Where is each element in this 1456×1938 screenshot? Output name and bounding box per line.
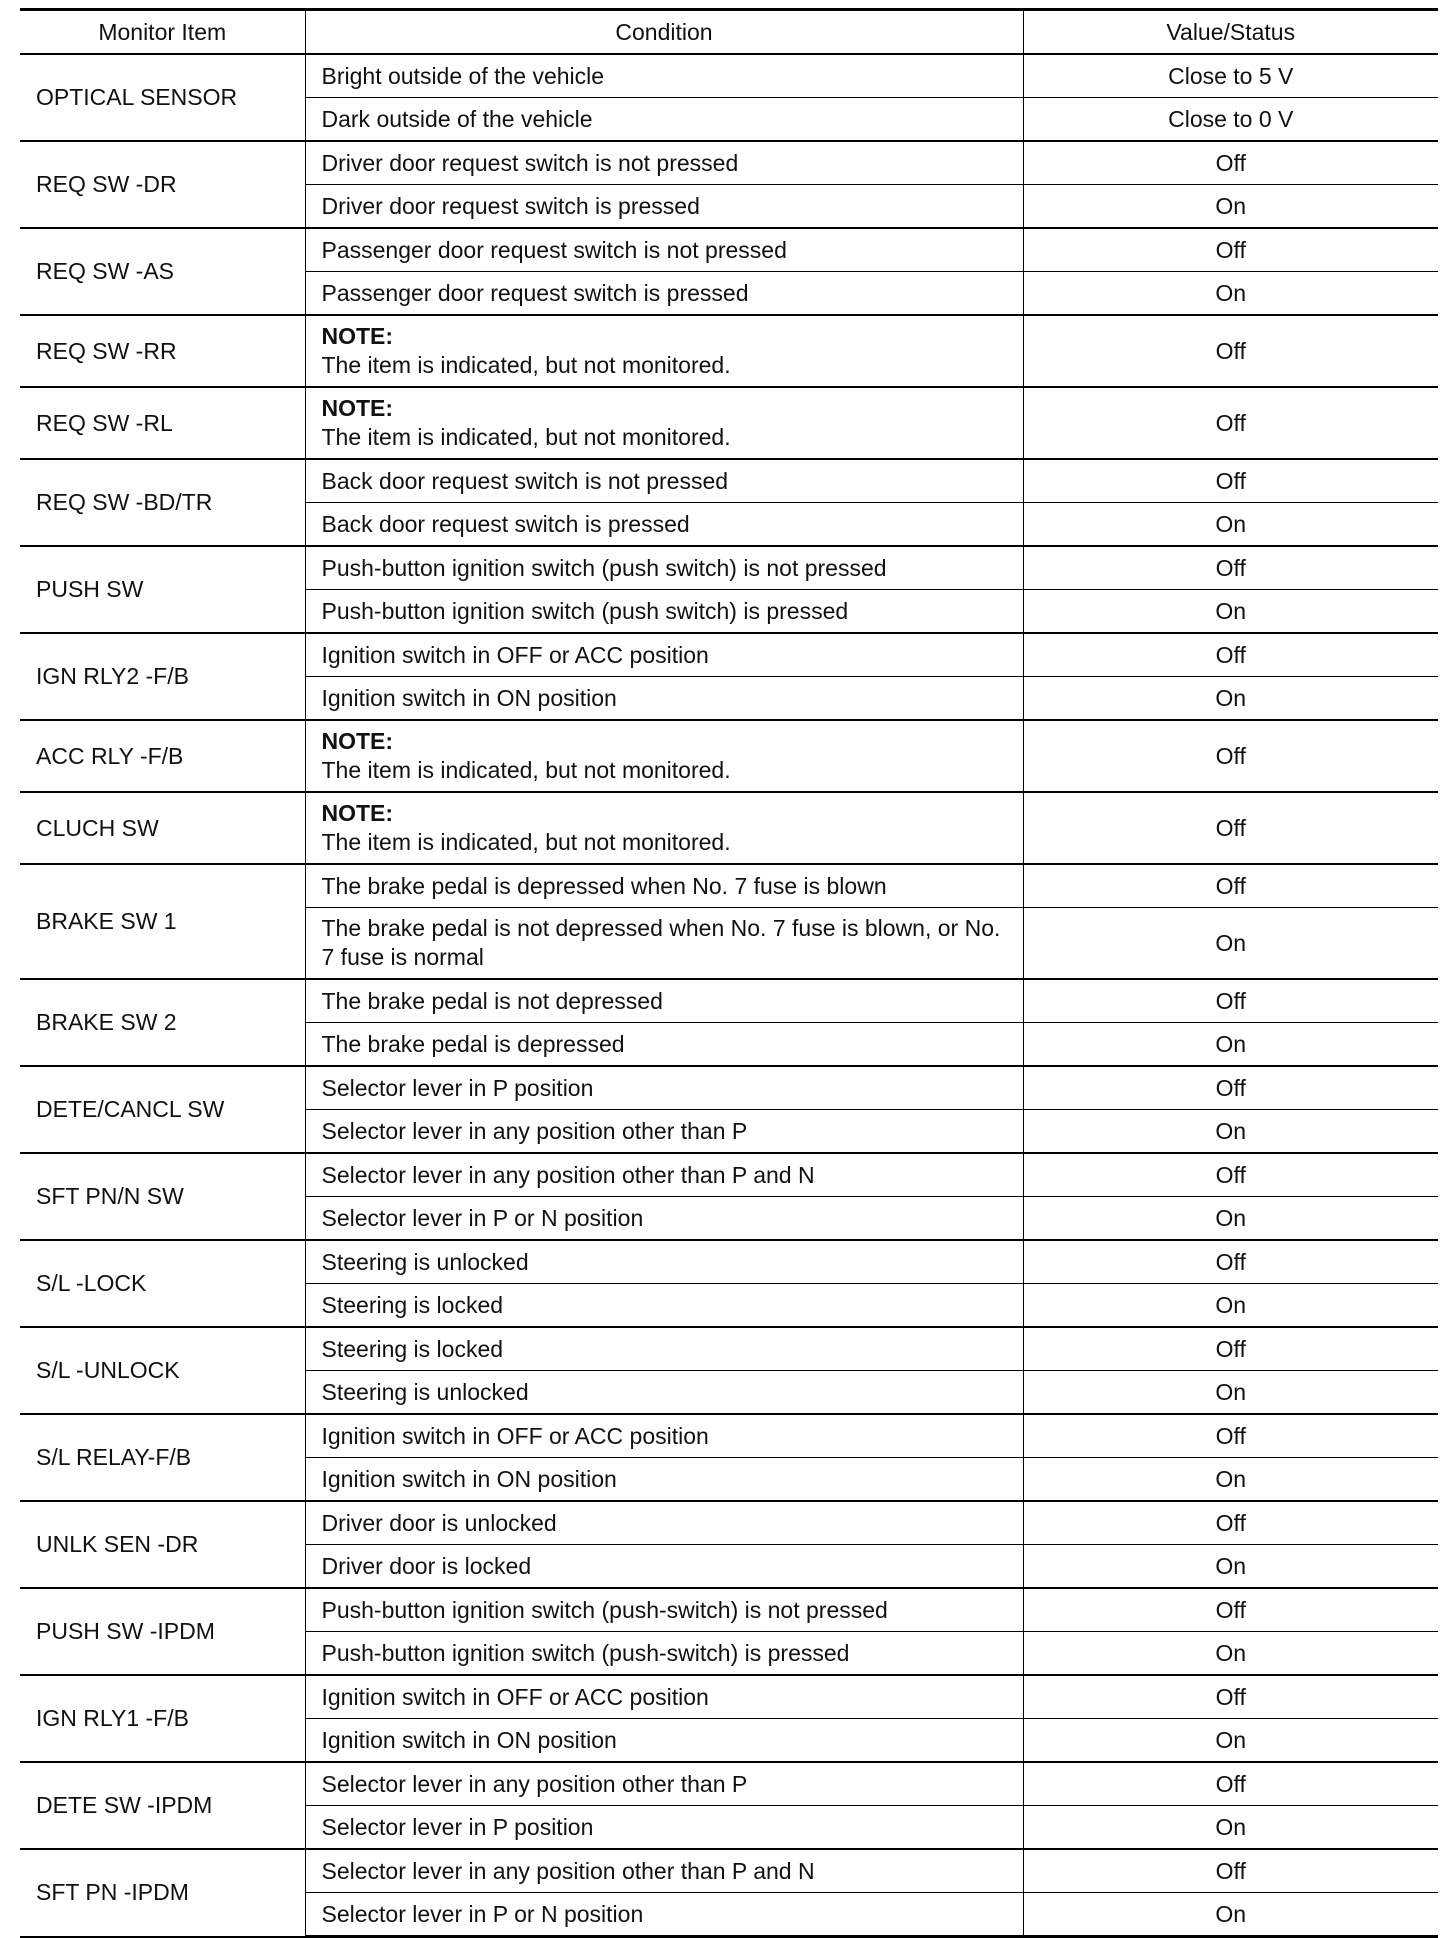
condition-cell: Passenger door request switch is pressed <box>305 272 1023 316</box>
value-status-cell: On <box>1023 503 1438 547</box>
condition-cell: Selector lever in P or N position <box>305 1197 1023 1241</box>
condition-cell: Dark outside of the vehicle <box>305 98 1023 142</box>
value-status-cell: On <box>1023 1893 1438 1937</box>
value-status-cell: On <box>1023 1458 1438 1502</box>
condition-cell: Selector lever in P or N position <box>305 1893 1023 1937</box>
value-status-cell: On <box>1023 272 1438 316</box>
monitor-item-cell: PUSH SW -IPDM <box>20 1588 305 1675</box>
value-status-cell: Off <box>1023 228 1438 272</box>
condition-cell <box>305 387 1023 459</box>
table-row <box>20 633 1438 677</box>
table-row <box>20 54 1438 98</box>
condition-cell: Steering is locked <box>305 1327 1023 1371</box>
monitor-item-cell: S/L -LOCK <box>20 1240 305 1327</box>
table-row <box>20 1414 1438 1458</box>
header-monitor-item: Monitor Item <box>20 10 305 55</box>
header-condition: Condition <box>305 10 1023 55</box>
value-status-cell: Off <box>1023 1327 1438 1371</box>
monitor-item-cell: DETE/CANCL SW <box>20 1066 305 1153</box>
monitor-item-table <box>20 8 1438 1938</box>
monitor-item-cell: REQ SW -RL <box>20 387 305 459</box>
condition-cell: Steering is unlocked <box>305 1240 1023 1284</box>
condition-cell: Selector lever in P position <box>305 1066 1023 1110</box>
condition-cell: Back door request switch is pressed <box>305 503 1023 547</box>
condition-cell <box>305 792 1023 864</box>
condition-cell: Ignition switch in OFF or ACC position <box>305 1675 1023 1719</box>
table-row <box>20 1675 1438 1719</box>
condition-cell: Driver door is unlocked <box>305 1501 1023 1545</box>
note-label: NOTE: <box>321 395 394 421</box>
note-label: NOTE: <box>321 323 394 349</box>
condition-cell: Push-button ignition switch (push-switch) is not pressed <box>305 1588 1023 1632</box>
condition-cell: Selector lever in P position <box>305 1806 1023 1850</box>
monitor-item-cell: BRAKE SW 2 <box>20 979 305 1066</box>
condition-cell: Driver door request switch is not pressed <box>305 141 1023 185</box>
condition-cell <box>305 315 1023 387</box>
monitor-item-cell: PUSH SW <box>20 546 305 633</box>
condition-cell <box>305 720 1023 792</box>
note-text: The item is indicated, but not monitored. <box>321 757 731 783</box>
table-row <box>20 1588 1438 1632</box>
value-status-cell: Close to 0 V <box>1023 98 1438 142</box>
value-status-cell: On <box>1023 1371 1438 1415</box>
monitor-item-cell: REQ SW -RR <box>20 315 305 387</box>
condition-cell: Selector lever in any position other than P <box>305 1110 1023 1154</box>
condition-cell: Ignition switch in OFF or ACC position <box>305 633 1023 677</box>
header-row <box>20 10 1438 55</box>
condition-cell: The brake pedal is depressed when No. 7 fuse is blown <box>305 864 1023 908</box>
table-row <box>20 979 1438 1023</box>
value-status-cell: On <box>1023 590 1438 634</box>
table-row <box>20 864 1438 908</box>
value-status-cell: Off <box>1023 1414 1438 1458</box>
value-status-cell: Off <box>1023 1675 1438 1719</box>
condition-cell: Push-button ignition switch (push-switch) is pressed <box>305 1632 1023 1676</box>
table-row <box>20 792 1438 864</box>
table-row <box>20 459 1438 503</box>
monitor-item-cell: SFT PN -IPDM <box>20 1849 305 1937</box>
condition-cell: Ignition switch in ON position <box>305 1458 1023 1502</box>
table-row <box>20 315 1438 387</box>
note-label: NOTE: <box>321 800 394 826</box>
table-row <box>20 1849 1438 1893</box>
condition-cell: Push-button ignition switch (push switch) is not pressed <box>305 546 1023 590</box>
condition-cell: Ignition switch in ON position <box>305 677 1023 721</box>
table-row <box>20 720 1438 792</box>
table-row <box>20 1327 1438 1371</box>
value-status-cell: Off <box>1023 1849 1438 1893</box>
table-row <box>20 387 1438 459</box>
value-status-cell: Off <box>1023 1501 1438 1545</box>
note-text: The item is indicated, but not monitored. <box>321 352 731 378</box>
table-row <box>20 1066 1438 1110</box>
value-status-cell: On <box>1023 1197 1438 1241</box>
note-text: The item is indicated, but not monitored. <box>321 424 731 450</box>
monitor-item-cell: REQ SW -BD/TR <box>20 459 305 546</box>
value-status-cell: On <box>1023 1632 1438 1676</box>
monitor-item-cell: CLUCH SW <box>20 792 305 864</box>
value-status-cell: On <box>1023 1023 1438 1067</box>
value-status-cell: Off <box>1023 633 1438 677</box>
table-row <box>20 1501 1438 1545</box>
condition-cell: Driver door request switch is pressed <box>305 185 1023 229</box>
monitor-item-cell: SFT PN/N SW <box>20 1153 305 1240</box>
table-row <box>20 228 1438 272</box>
value-status-cell: Off <box>1023 315 1438 387</box>
monitor-item-cell: S/L -UNLOCK <box>20 1327 305 1414</box>
table-row <box>20 141 1438 185</box>
value-status-cell: Off <box>1023 459 1438 503</box>
table-row <box>20 1762 1438 1806</box>
monitor-item-cell: IGN RLY2 -F/B <box>20 633 305 720</box>
value-status-cell: Off <box>1023 1588 1438 1632</box>
condition-cell: Passenger door request switch is not pressed <box>305 228 1023 272</box>
condition-cell: The brake pedal is not depressed when No. 7 fuse is blown, or No. 7 fuse is normal <box>305 908 1023 980</box>
value-status-cell: Off <box>1023 792 1438 864</box>
monitor-item-cell: DETE SW -IPDM <box>20 1762 305 1849</box>
condition-cell: Back door request switch is not pressed <box>305 459 1023 503</box>
condition-cell: The brake pedal is depressed <box>305 1023 1023 1067</box>
monitor-item-cell: BRAKE SW 1 <box>20 864 305 979</box>
value-status-cell: Off <box>1023 864 1438 908</box>
condition-cell: Bright outside of the vehicle <box>305 54 1023 98</box>
condition-cell: Driver door is locked <box>305 1545 1023 1589</box>
condition-cell: Steering is locked <box>305 1284 1023 1328</box>
table-row <box>20 546 1438 590</box>
value-status-cell: Close to 5 V <box>1023 54 1438 98</box>
monitor-item-cell: REQ SW -AS <box>20 228 305 315</box>
value-status-cell: Off <box>1023 1066 1438 1110</box>
monitor-item-cell: S/L RELAY-F/B <box>20 1414 305 1501</box>
value-status-cell: On <box>1023 1545 1438 1589</box>
value-status-cell: On <box>1023 1110 1438 1154</box>
value-status-cell: Off <box>1023 720 1438 792</box>
value-status-cell: Off <box>1023 1240 1438 1284</box>
value-status-cell: Off <box>1023 979 1438 1023</box>
monitor-item-cell: IGN RLY1 -F/B <box>20 1675 305 1762</box>
value-status-cell: Off <box>1023 1153 1438 1197</box>
monitor-item-cell: OPTICAL SENSOR <box>20 54 305 141</box>
value-status-cell: On <box>1023 677 1438 721</box>
condition-cell: Selector lever in any position other than P and N <box>305 1849 1023 1893</box>
condition-cell: Steering is unlocked <box>305 1371 1023 1415</box>
monitor-item-cell: UNLK SEN -DR <box>20 1501 305 1588</box>
note-label: NOTE: <box>321 728 394 754</box>
value-status-cell: Off <box>1023 387 1438 459</box>
condition-cell: Ignition switch in OFF or ACC position <box>305 1414 1023 1458</box>
value-status-cell: On <box>1023 908 1438 980</box>
monitor-item-cell: ACC RLY -F/B <box>20 720 305 792</box>
value-status-cell: On <box>1023 1719 1438 1763</box>
value-status-cell: On <box>1023 1806 1438 1850</box>
table-row <box>20 1240 1438 1284</box>
table-row <box>20 1153 1438 1197</box>
condition-cell: The brake pedal is not depressed <box>305 979 1023 1023</box>
table-body <box>20 54 1438 1937</box>
header-value-status: Value/Status <box>1023 10 1438 55</box>
value-status-cell: On <box>1023 185 1438 229</box>
condition-cell: Ignition switch in ON position <box>305 1719 1023 1763</box>
value-status-cell: Off <box>1023 1762 1438 1806</box>
note-text: The item is indicated, but not monitored. <box>321 829 731 855</box>
condition-cell: Selector lever in any position other than P <box>305 1762 1023 1806</box>
monitor-item-cell: REQ SW -DR <box>20 141 305 228</box>
value-status-cell: Off <box>1023 141 1438 185</box>
value-status-cell: Off <box>1023 546 1438 590</box>
condition-cell: Selector lever in any position other than P and N <box>305 1153 1023 1197</box>
condition-cell: Push-button ignition switch (push switch) is pressed <box>305 590 1023 634</box>
value-status-cell: On <box>1023 1284 1438 1328</box>
